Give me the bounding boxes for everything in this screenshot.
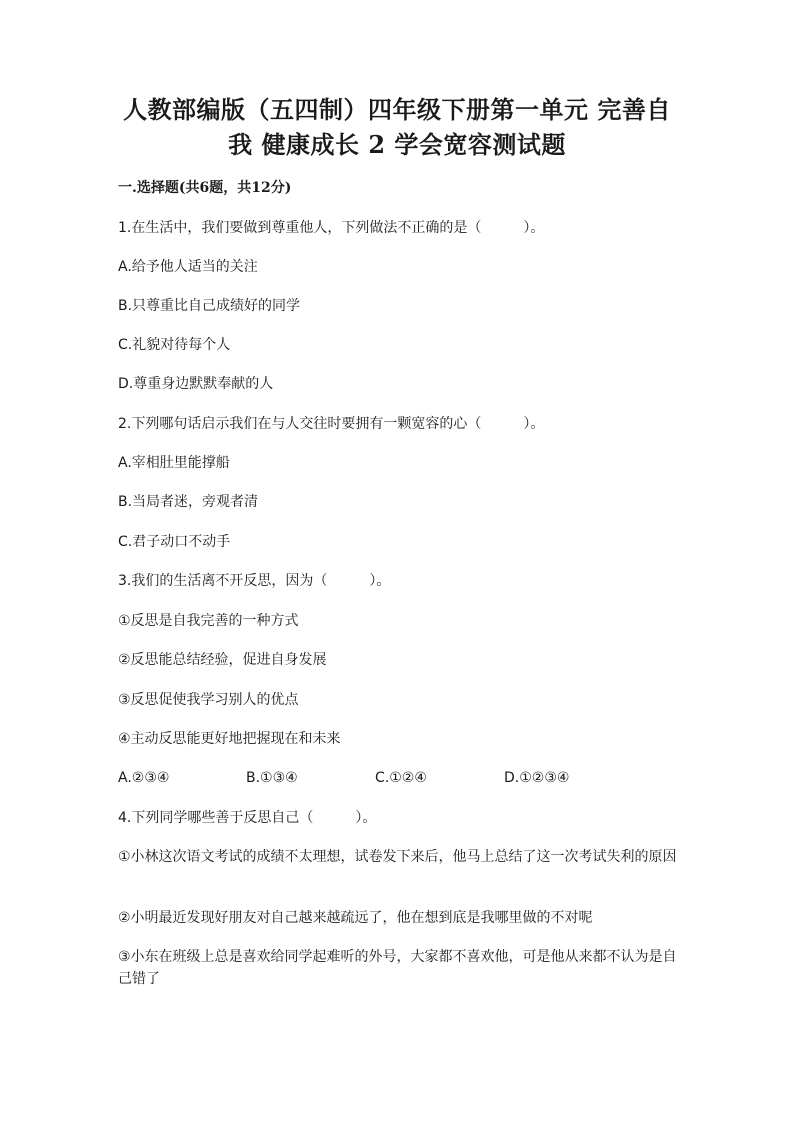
- question-4-statement-3: ③小东在班级上总是喜欢给同学起难听的外号，大家都不喜欢他，可是他从来都不认为是自己错了: [118, 949, 677, 987]
- question-4-statement-2: ②小明最近发现好朋友对自己越来越疏远了，他在想到底是我哪里做的不对呢: [118, 910, 593, 926]
- question-1-option-c: C.礼貌对待每个人: [118, 337, 231, 353]
- question-3-option-b: B.①③④: [246, 770, 298, 786]
- question-4-stem: 4.下列同学哪些善于反思自己（ ）。: [118, 810, 377, 826]
- question-4-statement-1: ①小林这次语文考试的成绩不太理想，试卷发下来后，他马上总结了这一次考试失利的原因: [118, 849, 677, 865]
- question-2-stem: 2.下列哪句话启示我们在与人交往时要拥有一颗宽容的心（ ）。: [118, 416, 545, 432]
- question-3-option-a: A.②③④: [118, 770, 170, 786]
- title-line-1: 人教部编版（五四制）四年级下册第一单元 完善自: [123, 95, 671, 124]
- question-3-statement-4: ④主动反思能更好地把握现在和未来: [118, 731, 341, 747]
- question-3-option-d: D.①②③④: [504, 770, 570, 786]
- question-1-option-b: B.只尊重比自己成绩好的同学: [118, 298, 301, 314]
- question-2-option-b: B.当局者迷，旁观者清: [118, 494, 259, 510]
- question-1-stem: 1.在生活中，我们要做到尊重他人，下列做法不正确的是（ ）。: [118, 220, 545, 236]
- section-heading: 一.选择题(共6题，共12分): [118, 180, 292, 196]
- question-3-statement-2: ②反思能总结经验，促进自身发展: [118, 652, 327, 668]
- question-3-statement-3: ③反思促使我学习别人的优点: [118, 692, 299, 708]
- question-2-option-c: C.君子动口不动手: [118, 534, 231, 550]
- question-3-statement-1: ①反思是自我完善的一种方式: [118, 613, 299, 629]
- title-line-2: 我 健康成长 2 学会宽容测试题: [228, 130, 566, 159]
- question-3-stem: 3.我们的生活离不开反思，因为（ ）。: [118, 573, 391, 589]
- question-1-option-d: D.尊重身边默默奉献的人: [118, 376, 274, 392]
- document-title: [100, 92, 694, 162]
- question-2-option-a: A.宰相肚里能撑船: [118, 455, 230, 471]
- question-1-option-a: A.给予他人适当的关注: [118, 259, 258, 275]
- question-3-option-c: C.①②④: [375, 770, 427, 786]
